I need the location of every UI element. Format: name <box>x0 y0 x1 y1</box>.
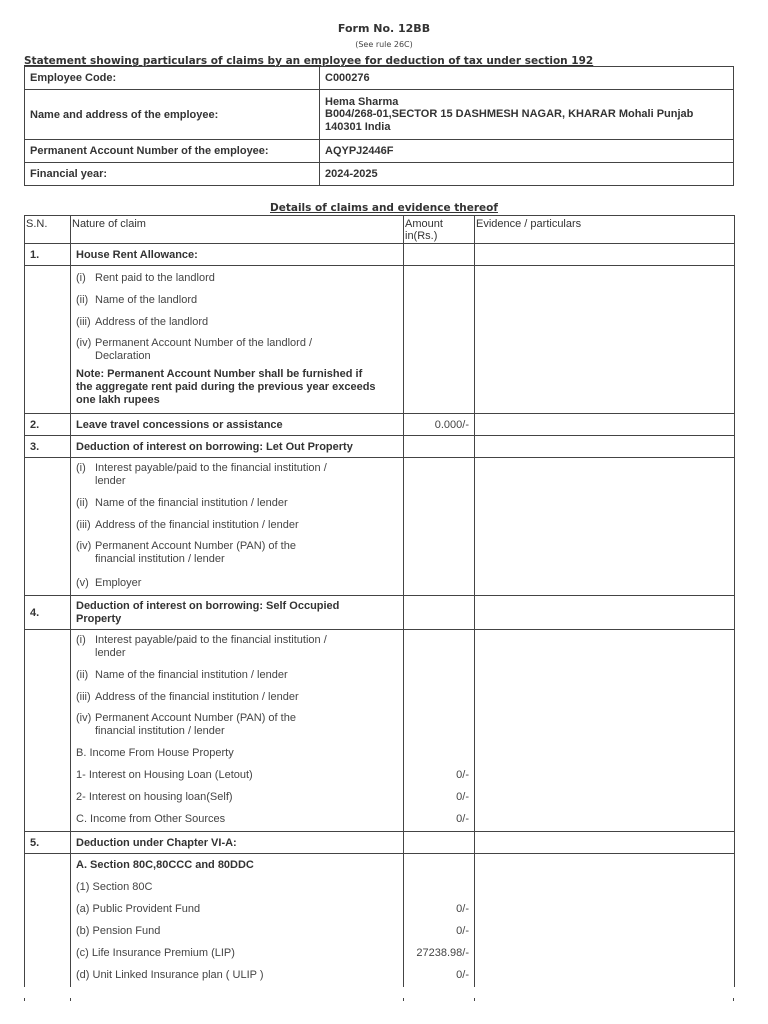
ppf-amount: 0/- <box>456 903 469 915</box>
employee-pan-value: AQYPJ2446F <box>320 140 734 163</box>
life-insurance-premium: (c) Life Insurance Premium (LIP) <box>76 947 235 959</box>
section-2-title: Leave travel concessions or assistance <box>71 414 404 436</box>
form-number: Form No. 12BB <box>337 22 431 35</box>
employee-address-line2: 140301 India <box>325 120 391 133</box>
public-provident-fund: (a) Public Provident Fund <box>76 903 201 915</box>
pension-amount: 0/- <box>456 925 469 937</box>
letout-interest-payable: (i) Interest payable/paid to the financial institution / lender <box>76 462 327 487</box>
hra-landlord-pan: (iv) Permanent Account Number of the landlord / Declaration <box>76 337 313 362</box>
employee-name-address <box>320 90 734 140</box>
section-1-title: House Rent Allowance: <box>71 244 404 266</box>
financial-year-row <box>25 163 734 186</box>
section-5-title: Deduction under Chapter VI-A: <box>71 832 404 854</box>
section-4-details <box>25 630 735 832</box>
claims-header-row <box>25 216 735 244</box>
pension-fund: (b) Pension Fund <box>76 925 161 937</box>
financial-year-value: 2024-2025 <box>320 163 734 186</box>
other-sources-amount: 0/- <box>456 813 469 825</box>
financial-year-label: Financial year: <box>25 163 320 186</box>
letout-lender-name: (ii) Name of the financial institution / lender <box>76 496 288 509</box>
section-1-sn: 1. <box>25 244 71 266</box>
section-3-row <box>25 436 735 458</box>
section-5-sn: 5. <box>25 832 71 854</box>
col-sn-header: S.N. <box>25 216 71 244</box>
col-evidence-header: Evidence / particulars <box>475 216 735 244</box>
self-lender-name: (ii) Name of the financial institution / lender <box>76 668 288 681</box>
hra-landlord-name: (ii) Name of the landlord <box>76 293 198 306</box>
employee-info-table <box>24 66 734 186</box>
section-4-sn: 4. <box>25 596 71 630</box>
col-nature-header: Nature of claim <box>71 216 404 244</box>
income-other-sources: C. Income from Other Sources <box>76 813 226 825</box>
unit-linked-insurance: (d) Unit Linked Insurance plan ( ULIP ) <box>76 969 264 981</box>
interest-housing-loan-letout: 1- Interest on Housing Loan (Letout) <box>76 769 253 781</box>
employee-pan-row <box>25 140 734 163</box>
employee-code-label: Employee Code: <box>25 67 320 90</box>
section-4-title: Deduction of interest on borrowing: Self Occupied Property <box>71 596 404 630</box>
interest-housing-loan-self: 2- Interest on housing loan(Self) <box>76 791 233 803</box>
col-amount-header-line2: in(Rs.) <box>405 230 438 242</box>
letout-lender-address: (iii) Address of the financial institution / lender <box>76 518 299 531</box>
hra-rent-paid: (i) Rent paid to the landlord <box>76 271 215 284</box>
section-4-row <box>25 596 735 630</box>
ulip-amount: 0/- <box>456 969 469 981</box>
self-lender-address: (iii) Address of the financial institution / lender <box>76 690 299 703</box>
self-lender-pan: (iv) Permanent Account Number (PAN) of the financial institution / lender <box>76 712 296 737</box>
self-amount: 0/- <box>456 791 469 803</box>
statement-heading: Statement showing particulars of claims by an employee for deduction of tax under section 192 <box>24 55 594 67</box>
section-2-amount: 0.000/- <box>404 414 475 436</box>
section-3-title: Deduction of interest on borrowing: Let Out Property <box>71 436 404 458</box>
self-interest-payable: (i) Interest payable/paid to the financial institution / lender <box>76 634 327 659</box>
hra-note: Note: Permanent Account Number shall be furnished if the aggregate rent paid during the previous year exceeds one lakh rupees <box>76 368 376 406</box>
section-3-details <box>25 458 735 596</box>
employee-name-value: Hema Sharma <box>325 95 399 108</box>
section-5-details <box>25 854 735 987</box>
form-rule: (See rule 26C) <box>355 40 413 49</box>
col-amount-header-line1: Amount <box>405 218 443 230</box>
hra-landlord-address: (iii) Address of the landlord <box>76 315 209 328</box>
claims-table <box>24 215 735 987</box>
employee-name-label: Name and address of the employee: <box>25 90 320 140</box>
section-5-row <box>25 832 735 854</box>
employee-pan-label: Permanent Account Number of the employee: <box>25 140 320 163</box>
lip-amount: 27238.98/- <box>416 947 469 959</box>
page-continuation-marks <box>0 998 768 1002</box>
income-house-property: B. Income From House Property <box>76 747 234 759</box>
section-2-sn: 2. <box>25 414 71 436</box>
employee-code-row <box>25 67 734 90</box>
letout-employer: (v) Employer <box>76 576 142 589</box>
section-80c-heading: A. Section 80C,80CCC and 80DDC <box>76 859 254 871</box>
letout-amount: 0/- <box>456 769 469 781</box>
section-1-row <box>25 244 735 266</box>
employee-name-row <box>25 90 734 140</box>
section-3-sn: 3. <box>25 436 71 458</box>
section-80c-sub: (1) Section 80C <box>76 881 153 893</box>
section-2-row <box>25 414 735 436</box>
employee-code-value: C000276 <box>320 67 734 90</box>
letout-lender-pan: (iv) Permanent Account Number (PAN) of the financial institution / lender <box>76 540 296 565</box>
section-1-details <box>25 266 735 414</box>
col-amount-header <box>404 216 475 244</box>
employee-address-line1: B004/268-01,SECTOR 15 DASHMESH NAGAR, KHARAR Mohali Punjab <box>325 108 694 121</box>
details-heading: Details of claims and evidence thereof <box>270 202 498 214</box>
